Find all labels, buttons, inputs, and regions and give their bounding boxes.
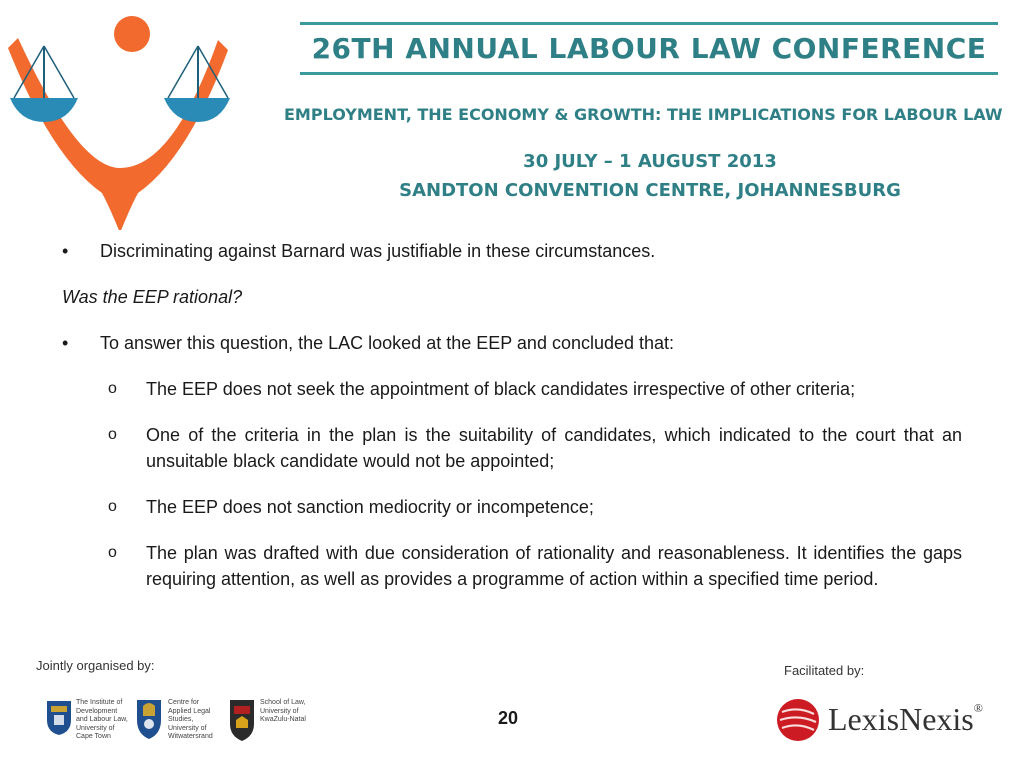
ukzn-crest-icon <box>228 698 256 742</box>
slide-content <box>62 238 962 612</box>
sub-item <box>108 540 962 592</box>
bullet-text: To answer this question, the LAC looked at the EEP and concluded that: <box>100 333 675 353</box>
bullet-text: Discriminating against Barnard was justifiable in these circumstances. <box>100 241 656 261</box>
sub-item-text: The EEP does not seek the appointment of black candidates irrespective of other criteria; <box>146 379 856 399</box>
bullet-item <box>62 238 962 264</box>
sub-item-text: The plan was drafted with due consideration of rationality and reasonableness. It identifies the gaps requiring attention, as well as provides a programme of action within a specified time period. <box>146 543 962 589</box>
section-question: Was the EEP rational? <box>62 287 243 307</box>
sub-mark: o <box>108 380 117 397</box>
sub-item <box>108 422 962 474</box>
conference-theme: EMPLOYMENT, THE ECONOMY & GROWTH: THE IMPLICATIONS FOR LABOUR LAW <box>284 105 1003 124</box>
scale-left-icon <box>10 98 78 122</box>
page-number: 20 <box>498 708 519 728</box>
sub-item <box>108 376 962 402</box>
sub-mark: o <box>108 544 117 561</box>
partner-ukzn: School of Law, University of KwaZulu-Natal <box>260 699 306 723</box>
wits-crest-icon <box>134 698 164 740</box>
conference-date: 30 JULY – 1 AUGUST 2013 <box>523 151 777 172</box>
partner-uct: The Institute of Development and Labour Law, University of Cape Town <box>76 699 128 740</box>
conference-venue: SANDTON CONVENTION CENTRE, JOHANNESBURG <box>399 180 901 201</box>
partner-wits: Centre for Applied Legal Studies, University of Witwatersrand <box>168 699 213 740</box>
header-rule-bottom <box>300 72 998 75</box>
lexisnexis-logo-icon <box>776 698 820 742</box>
sub-item-text: One of the criteria in the plan is the suitability of candidates, which indicated to the court that an unsuitable black candidate would not be appointed; <box>146 425 962 471</box>
sub-item <box>108 494 962 520</box>
sub-mark: o <box>108 426 117 443</box>
logo-head <box>114 16 150 52</box>
header-rule-top <box>300 22 998 25</box>
facilitated-by-label: Facilitated by: <box>784 663 865 678</box>
lexisnexis-wordmark <box>828 701 983 738</box>
conference-title: 26TH ANNUAL LABOUR LAW CONFERENCE <box>311 32 987 65</box>
bullet-mark: • <box>62 241 69 261</box>
bullet-item <box>62 330 962 356</box>
jointly-organised-label: Jointly organised by: <box>36 658 155 673</box>
sponsor-name: LexisNexis <box>828 701 974 737</box>
registered-mark: ® <box>973 701 983 715</box>
scale-right-icon <box>164 98 230 122</box>
logo-figure <box>8 38 228 230</box>
sub-item-text: The EEP does not sanction mediocrity or incompetence; <box>146 497 594 517</box>
sub-mark: o <box>108 498 117 515</box>
bullet-mark: • <box>62 333 69 353</box>
conference-logo <box>8 8 230 230</box>
uct-crest-icon <box>46 700 72 736</box>
